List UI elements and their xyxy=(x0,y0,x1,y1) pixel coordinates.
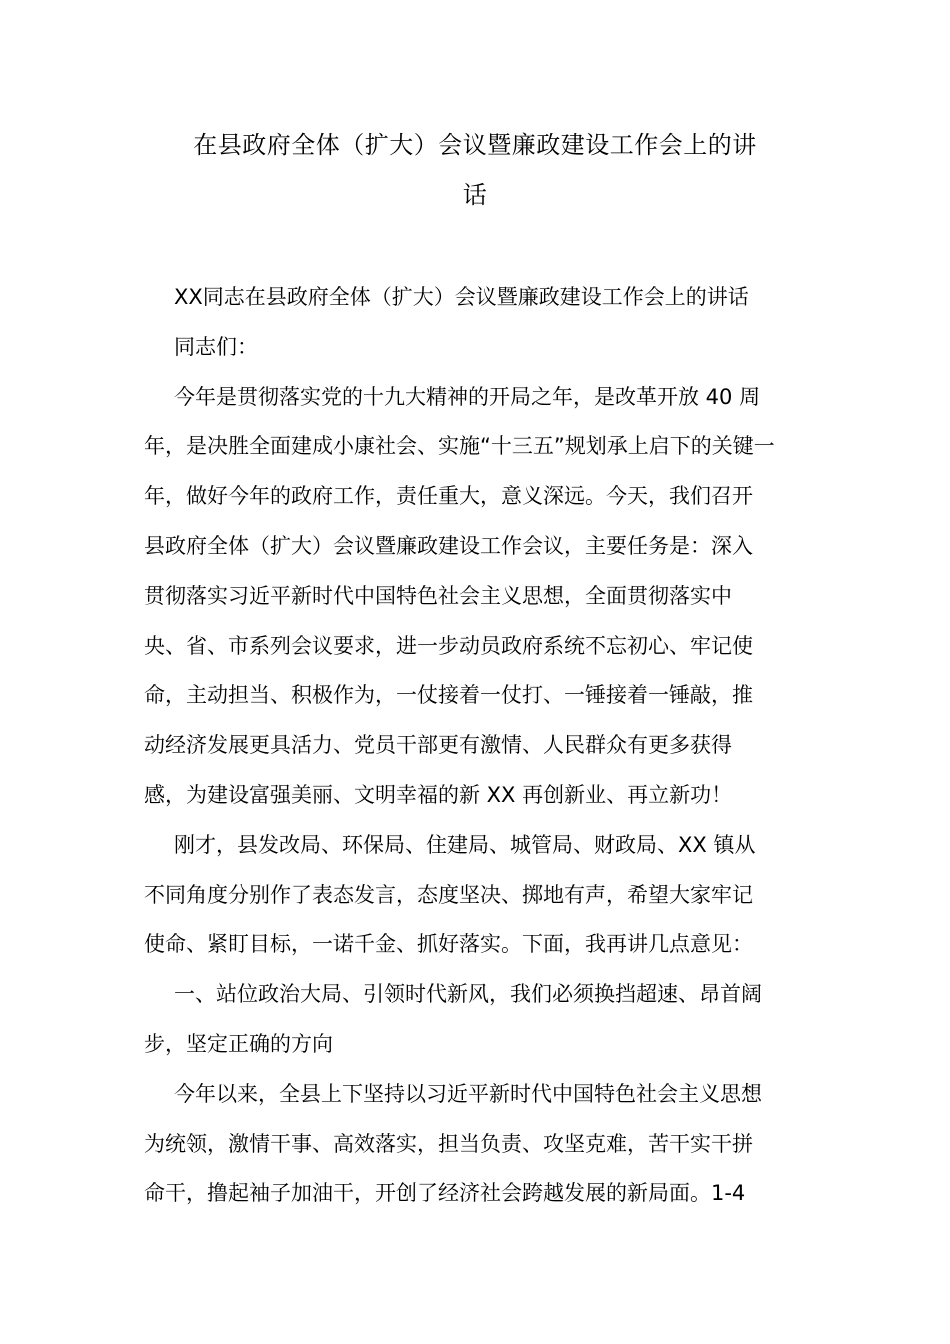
text-line: 步，坚定正确的方向 xyxy=(144,1031,333,1056)
text-line: 县政府全体（扩大）会议暨廉政建设工作会议，主要任务是：深入 xyxy=(144,533,753,558)
document-title xyxy=(144,120,806,220)
text-line: 感，为建设富强美丽、文明幸福的新 XX 再创新业、再立新功！ xyxy=(144,782,733,807)
text-line: 同志们： xyxy=(174,334,258,359)
title-line-2: 话 xyxy=(462,181,488,209)
text-line: 贯彻落实习近平新时代中国特色社会主义思想，全面贯彻落实中 xyxy=(144,583,732,608)
text-line: 命，主动担当、积极作为，一仗接着一仗打、一锤接着一锤敲，推 xyxy=(144,683,753,708)
body-paragraph xyxy=(144,373,808,821)
text-line: 今年以来，全县上下坚持以习近平新时代中国特色社会主义思想 xyxy=(174,1081,762,1106)
document-body xyxy=(144,273,808,1219)
text-line: 一、站位政治大局、引领时代新风，我们必须换挡超速、昂首阔 xyxy=(174,982,762,1007)
section-heading-paragraph xyxy=(144,970,808,1070)
text-line: 为统领，激情干事、高效落实，担当负责、攻坚克难，苦干实干拼 xyxy=(144,1131,753,1156)
text-line: 央、省、市系列会议要求，进一步动员政府系统不忘初心、牢记使 xyxy=(144,633,753,658)
text-line: 刚才，县发改局、环保局、住建局、城管局、财政局、XX 镇从 xyxy=(174,832,756,857)
text-line: 动经济发展更具活力、党员干部更有激情、人民群众有更多获得 xyxy=(144,733,732,758)
text-line: 今年是贯彻落实党的十九大精神的开局之年，是改革开放 40 周 xyxy=(174,384,761,409)
salutation-paragraph xyxy=(144,323,808,373)
text-line: 使命、紧盯目标，一诺千金、抓好落实。下面，我再讲几点意见： xyxy=(144,932,753,957)
text-line: XX同志在县政府全体（扩大）会议暨廉政建设工作会上的讲话 xyxy=(174,285,749,309)
text-line: 年，做好今年的政府工作，责任重大，意义深远。今天，我们召开 xyxy=(144,484,753,509)
text-line: 命干，撸起袖子加油干，开创了经济社会跨越发展的新局面。1-4 xyxy=(144,1181,746,1206)
title-line-1: 在县政府全体（扩大）会议暨廉政建设工作会上的讲 xyxy=(193,131,757,159)
speech-heading-paragraph xyxy=(144,273,808,323)
body-paragraph xyxy=(144,821,808,970)
body-paragraph xyxy=(144,1070,808,1219)
text-line: 年，是决胜全面建成小康社会、实施“十三五”规划承上启下的关键一 xyxy=(144,434,775,459)
text-line: 不同角度分别作了表态发言，态度坚决、掷地有声，希望大家牢记 xyxy=(144,882,753,907)
